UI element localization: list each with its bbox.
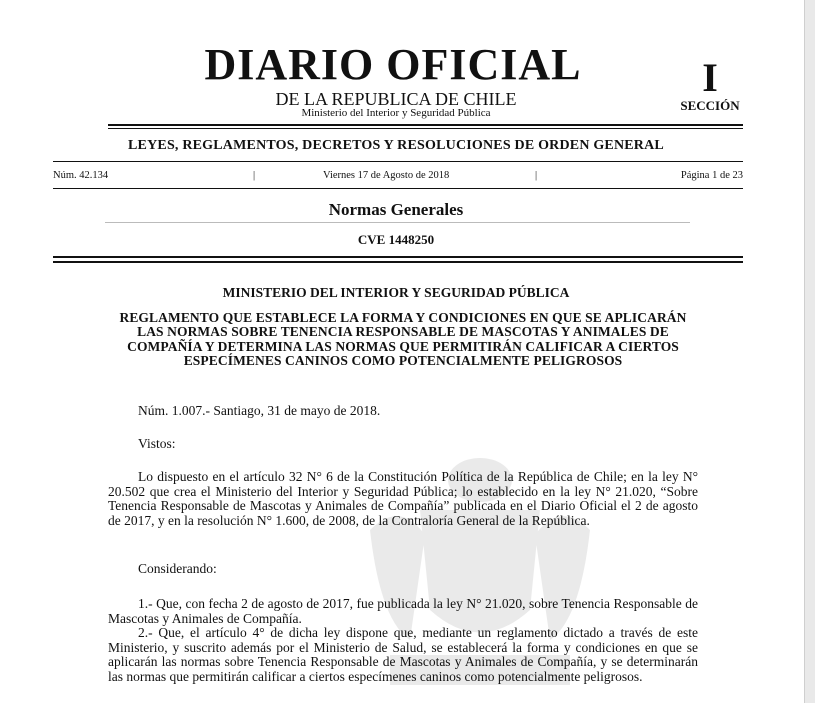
page-indicator: Página 1 de 23: [680, 170, 743, 181]
section-label: SECCIÓN: [680, 98, 740, 113]
separator-right: |: [535, 170, 538, 181]
section-number: I: [702, 55, 718, 100]
body-rule-top: [53, 256, 743, 258]
vistos-paragraph: Lo dispuesto en el artículo 32 N° 6 de la Constitución Política de la República de Chile; en la ley N° 20.502 que crea el Ministerio del Interior y Seguridad Pública; lo establecido en la ley N° 21.020, “Sobre Tenencia Responsable de Mascotas y Animales de Compañía” publicada en el Diario Oficial el 2 de agosto de 2017, y en la resolución N° 1.600, de 2008, de la Contraloría General de la República.: [108, 469, 698, 528]
considerando-item-2: 2.- Que, el artículo 4° de dicha ley dispone que, mediante un reglamento dictado a través de este Ministerio, y suscrito además por el Ministerio de Salud, se establecerá la forma y condiciones en que se aplicarán las normas sobre Tenencia Responsable de Mascotas y Animales de Compañía, y se determinarán las normas que permitirán calificar a ciertos especímenes caninos como potencialmente peligrosos.: [108, 625, 698, 684]
vistos-heading: Vistos:: [138, 436, 176, 451]
section-name-divider: [105, 222, 690, 223]
separator-left: |: [253, 170, 256, 181]
issue-number: Núm. 42.134: [53, 170, 109, 181]
header-rule-top: [108, 124, 743, 126]
section-band: LEYES, REGLAMENTOS, DECRETOS Y RESOLUCIONES DE ORDEN GENERAL: [128, 138, 664, 153]
header-rule-top-thin: [108, 128, 743, 129]
section-name: Normas Generales: [328, 200, 464, 219]
band-rule: [53, 161, 743, 162]
considerando-heading: Considerando:: [138, 561, 217, 576]
body-rule-bottom: [53, 261, 743, 263]
issue-date: Viernes 17 de Agosto de 2018: [323, 170, 450, 181]
issue-info-row: [53, 170, 743, 184]
newspaper-subtitle: DE LA REPUBLICA DE CHILE: [275, 89, 517, 109]
considerando-item-1: 1.- Que, con fecha 2 de agosto de 2017, fue publicada la ley N° 21.020, sobre Tenencia Responsable de Mascotas y Animales de Compañía.: [108, 596, 698, 626]
ministry-heading: MINISTERIO DEL INTERIOR Y SEGURIDAD PÚBLICA: [222, 285, 570, 300]
cve-code: CVE 1448250: [357, 232, 435, 247]
newspaper-title: DIARIO OFICIAL: [204, 40, 582, 89]
ministry-subheading: Ministerio del Interior y Seguridad Pública: [301, 107, 491, 119]
regulation-title: REGLAMENTO QUE ESTABLECE LA FORMA Y CONDICIONES EN QUE SE APLICARÁN LAS NORMAS SOBRE TENENCIA RESPONSABLE DE MASCOTAS Y ANIMALES DE COMPAÑÍA Y DETERMINA LAS NORMAS QUE PERMITIRÁN CALIFICAR A CIERTOS ESPECÍMENES CANINOS COMO POTENCIALMENTE PELIGROSOS: [119, 310, 687, 369]
page-edge: [804, 0, 815, 703]
decree-number: Núm. 1.007.- Santiago, 31 de mayo de 2018.: [138, 403, 381, 418]
info-rule: [53, 188, 743, 189]
